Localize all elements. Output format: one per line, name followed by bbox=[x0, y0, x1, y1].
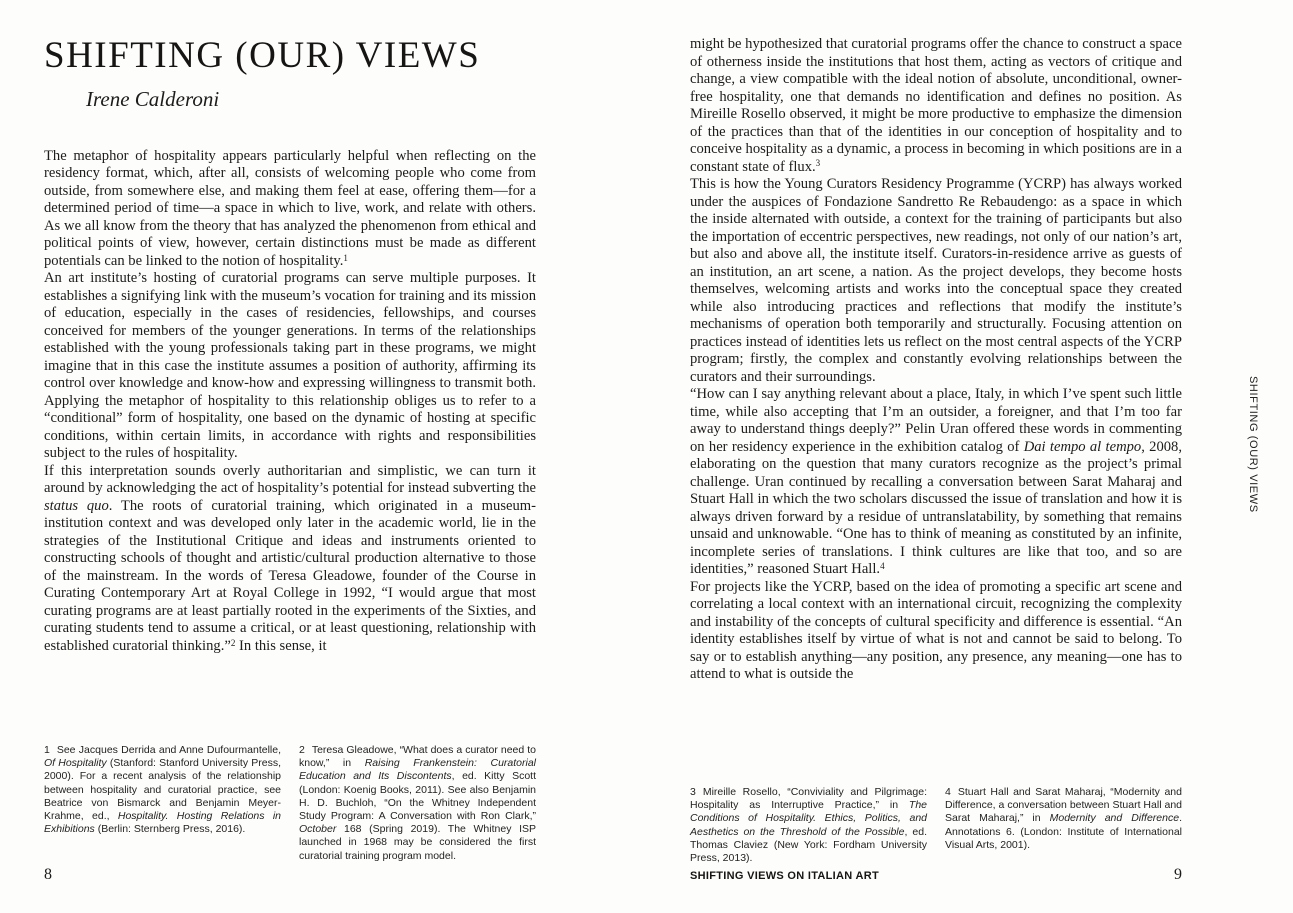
footnote-number: 4 bbox=[945, 786, 951, 798]
footnote bbox=[690, 786, 927, 865]
footnote bbox=[44, 744, 281, 863]
paragraph: If this interpretation sounds overly authoritarian and simplistic, we can turn it around by acknowledging the act of hospitality’s potential for instead subverting the status quo. The roots of curatorial training, which originated in a museum-institution context and was developed only later in the academic world, lie in the strategies of the Institutional Critique and ideas and instruments oriented to constructing schools of thought and artistic/cultural production alternative to those of the mainstream. In the words of Teresa Gleadowe, founder of the Course in Curating Contemporary Art at Royal College in 1992, “I would argue that most curating programs are at least partially rooted in the experiments of the Sixties, and curating students tend to assume a critical, or at least questioning, relationship with established curatorial thinking.”$^2$ In this sense, it bbox=[44, 462, 536, 654]
paragraph: For projects like the YCRP, based on the idea of promoting a specific art scene and correlating a local context with an international circuit, recognizing the complexity and instability of the concepts of cultural specificity and difference is essential. “An identity establishes itself by virtue of what is not and cannot be said to belong. To say or to establish anything—any position, any presence, any meaning—one has to attend to what is outside the bbox=[690, 578, 1182, 682]
body-text-left bbox=[44, 148, 536, 656]
footnote-text: Teresa Gleadowe, “What does a curator need to know,” in Raising Frankenstein: Curatorial Education and Its Discontents, ed. Kitty Scott (London: Koenig Books, 2011). See also Benjamin H. D. Buchloh, “On the Whitney Independent Study Program: A Conversation with Ron Clark,” October 168 (Spring 2019). The Whitney ISP launched in 1968 may be considered the first curatorial training program model. bbox=[299, 744, 536, 862]
paragraph: An art institute’s hosting of curatorial programs can serve multiple purposes. It establishes a signifying link with the museum’s vocation for training and its mission of education, especially in the cases of residencies, fellowships, and courses conceived for members of the younger generations. In terms of the relationships established with the young professionals taking part in these programs, we might imagine that in this case the institute assumes a position of authority, affirming its control over knowledge and know-how and expressing willingness to transmit both. Applying the metaphor of hospitality to this relationship obliges us to refer to a “conditional” form of hospitality, one based on the dynamic of hosting at specific conditions, within certain limits, in accordance with rights and responsibilities subject to the rules of hospitality. bbox=[44, 270, 536, 462]
page-number-left: 8 bbox=[44, 866, 52, 883]
footnotes-left bbox=[44, 744, 536, 863]
footnote-text: Stuart Hall and Sarat Maharaj, “Modernity and Difference, a conversation between Stuart Hall and Sarat Maharaj,” in Modernity and Difference. Annotations 6. (London: Institute of International Visual Arts, 2001). bbox=[945, 786, 1182, 851]
footnote-text: Mireille Rosello, “Conviviality and Pilgrimage: Hospitality as Interruptive Practice,” in The Conditions of Hospitality. Ethics, Politics, and Aesthetics on the Threshold of the Possible, ed. Thomas Claviez (New York: Fordham University Press, 2013). bbox=[690, 786, 928, 865]
footnote-text: See Jacques Derrida and Anne Dufourmantelle, Of Hospitality (Stanford: Stanford University Press, 2000). For a recent analysis of the relationship between hospitality and curatorial practice, see Beatrice von Bismarck and Benjamin Meyer-Krahme, ed., Hospitality. Hosting Relations in Exhibitions (Berlin: Sternberg Press, 2016). bbox=[44, 744, 282, 836]
footnote-number: 1 bbox=[44, 744, 50, 756]
body-text-right bbox=[690, 36, 1182, 684]
footnote-number: 3 bbox=[690, 786, 696, 798]
footnote bbox=[299, 744, 536, 863]
author-name: Irene Calderoni bbox=[86, 86, 220, 111]
running-head-vertical: SHIFTING (OUR) VIEWS bbox=[1247, 376, 1259, 513]
paragraph: might be hypothesized that curatorial programs offer the chance to construct a space of otherness inside the institutions that host them, acting as vectors of critique and change, a view compatible with the ideal notion of absolute, unconditional, owner-free hospitality, one that demands no identification and defines no position. As Mireille Rosello observed, it might be more productive to emphasize the dimension of the practices than that of the identities in our conception of hospitality and to conceive hospitality as a dynamic, a process in becoming in which positions are in a constant state of flux.$^3$ bbox=[690, 36, 1182, 175]
footnote-number: 2 bbox=[299, 744, 305, 756]
page-number-right: 9 bbox=[1174, 866, 1182, 883]
paragraph: “How can I say anything relevant about a place, Italy, in which I’ve spent such little time, while also accepting that I’m an outsider, a foreigner, and that I’m too far away to understand things deeply?” Pelin Uran offered these words in commenting on her residency experience in the exhibition catalog of Dai tempo al tempo, 2008, elaborating on the question that many curators recognize as the project’s primal challenge. Uran continued by recalling a conversation between Sarat Maharaj and Stuart Hall in which the two scholars discussed the issue of translation and how it is always driven forward by a residue of untranslatability, by something that remains unsaid and unknowable. “One has to think of meaning as constituted by an infinite, incomplete series of translations. I think cultures are like that too, and so are identities,” reasoned Stuart Hall.$^4$ bbox=[690, 386, 1182, 577]
running-footer: SHIFTING VIEWS ON ITALIAN ART bbox=[690, 870, 879, 882]
paragraph: This is how the Young Curators Residency Programme (YCRP) has always worked under the auspices of Fondazione Sandretto Re Rebaudengo: as a space in which the inside alternated with outside, a context for the training of participants but also the importation of eccentric perspectives, new readings, not only of our nation’s art, but also and above all, the institute itself. Curators-in-residence arrive as guests of an institution, an art scene, a nation. As the project develops, they become hosts themselves, welcoming artists and works into the conceptual space they created while also introducing practices and reflections that modify the institute’s mechanisms of operation both temporarily and structurally. Focusing attention on practices instead of identities lets us reflect on the most central aspects of the YCRP program; firstly, the complex and constantly evolving relationships between the curators and their surroundings. bbox=[690, 176, 1182, 385]
footnotes-right bbox=[690, 786, 1182, 865]
footnote bbox=[945, 786, 1182, 865]
paragraph: The metaphor of hospitality appears particularly helpful when reflecting on the residency format, which, after all, consists of welcoming people who come from outside, from somewhere else, and making them feel at ease, offering them—for a determined period of time—a space in which to live, work, and relate with others. As we all know from the theory that has analyzed the phenomenon from ethical and political points of view, however, certain distinctions must be made as different potentials can be linked to the notion of hospitality.$^1$ bbox=[44, 147, 536, 269]
page-left bbox=[44, 36, 536, 655]
page-title: SHIFTING (OUR) VIEWS bbox=[44, 35, 481, 76]
